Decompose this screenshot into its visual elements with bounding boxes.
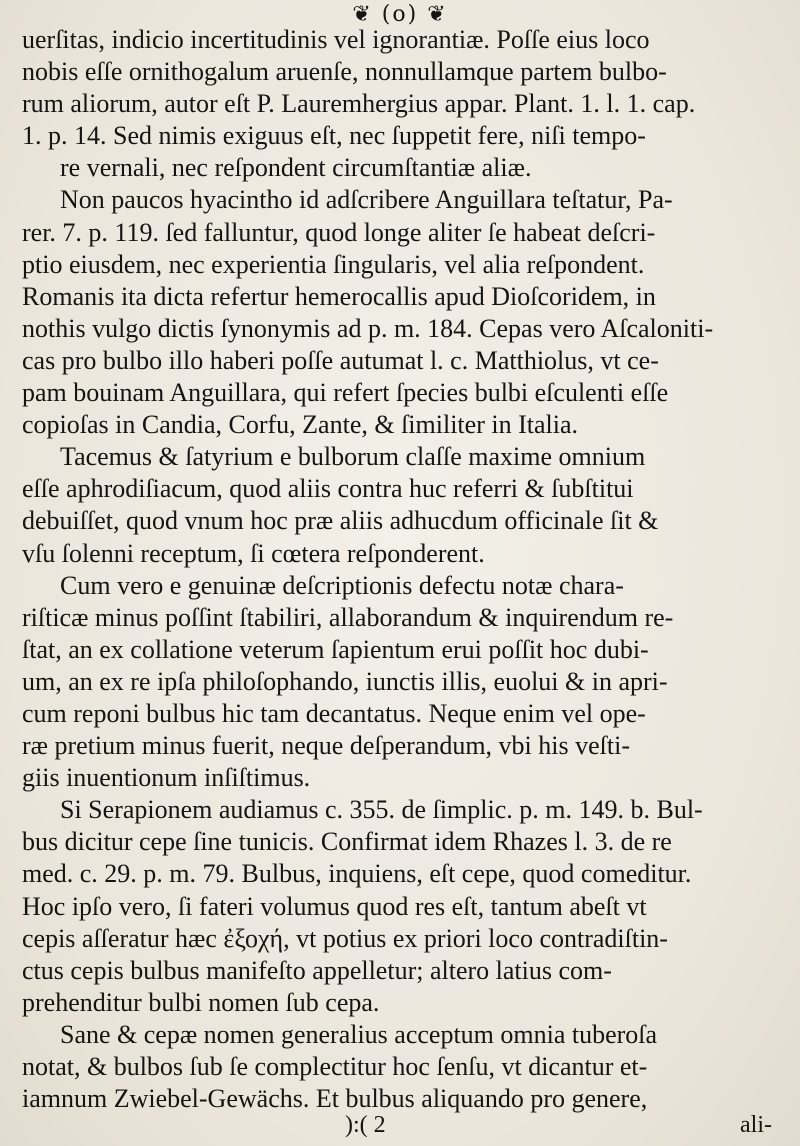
text-line: um, an ex re ipſa philoſophando, iunctis illis, euolui & in apri- — [22, 666, 668, 696]
text-line: notat, & bulbos ſub ſe complectitur hoc ſenſu, vt dicantur et- — [22, 1052, 648, 1081]
text-line: riſticæ minus poſſint ſtabiliri, allaborandum & inquirendum re- — [22, 602, 674, 632]
text-line: Tacemus & ſatyrium e bulborum claſſe maxime omnium — [60, 442, 646, 472]
text-line: Sane & cepæ nomen generalius acceptum omnia tuberoſa — [60, 1019, 658, 1049]
page-header-ornament: ❦ (o) ❦ — [352, 2, 448, 27]
text-line: uerſitas, indicio incertitudinis vel ignorantiæ. Poſſe eius loco — [22, 25, 650, 54]
text-line: Hoc ipſo vero, ſi fateri volumus quod res eſt, tantum abeſt vt — [22, 891, 647, 921]
text-line: ctus cepis bulbus manifeſto appelletur; altero latius com- — [22, 955, 612, 985]
text-line: ræ pretium minus fuerit, neque deſperandum, vbi his veſti- — [22, 731, 630, 761]
text-line: vſu ſolenni receptum, ſi cœtera reſponderent. — [22, 538, 485, 568]
text-line: debuiſſet, quod vnum hoc præ aliis adhucdum officinale ſit & — [22, 506, 659, 536]
text-line: giis inuentionum inſiſtimus. — [22, 763, 311, 793]
text-line: nothis vulgo dictis ſynonymis ad p. m. 184. Cepas vero Aſcaloniti- — [22, 313, 714, 343]
text-line: cas pro bulbo illo haberi poſſe autumat l. c. Matthiolus, vt ce- — [22, 345, 659, 375]
text-line: ſtat, an ex collatione veterum ſapientum erui poſſit hoc dubi- — [22, 634, 649, 664]
body-text — [22, 24, 792, 1115]
text-line: rum aliorum, autor eſt P. Lauremhergius appar. Plant. 1. l. 1. cap. — [22, 89, 696, 119]
text-line: prehenditur bulbi nomen ſub cepa. — [22, 987, 380, 1017]
text-line: Non paucos hyacintho id adſcribere Anguillara teſtatur, Pa- — [60, 185, 673, 215]
text-line: nobis eſſe ornithogalum aruenſe, nonnullamque partem bulbo- — [22, 57, 667, 87]
text-line: Cum vero e genuinæ deſcriptionis defectu notæ chara- — [60, 570, 624, 600]
text-line: re vernali, nec reſpondent circumſtantiæ aliæ. — [60, 153, 532, 183]
text-line: cum reponi bulbus hic tam decantatus. Neque enim vel ope- — [22, 698, 646, 728]
text-line: cepis aſſeratur hæc ἐξοχή, vt potius ex priori loco contradiſtin- — [22, 923, 668, 953]
text-line: pam bouinam Anguillara, qui refert ſpecies bulbi eſculenti eſſe — [22, 378, 669, 408]
text-line: eſſe aphrodiſiacum, quod aliis contra huc referri & ſubſtitui — [22, 474, 634, 504]
text-line: ptio eiusdem, nec experientia ſingularis, vel alia reſpondent. — [22, 249, 645, 279]
text-line: copioſas in Candia, Corfu, Zante, & ſimiliter in Italia. — [22, 410, 578, 440]
signature-mark: ):( 2 — [345, 1112, 386, 1138]
text-line: iamnum Zwiebel-Gewächs. Et bulbus aliquando pro genere, — [22, 1084, 648, 1114]
text-line: Romanis ita dicta refertur hemerocallis apud Dioſcoridem, in — [22, 281, 656, 311]
text-line: med. c. 29. p. m. 79. Bulbus, inquiens, eſt cepe, quod comeditur. — [22, 859, 692, 889]
text-line: Si Serapionem audiamus c. 355. de ſimplic. p. m. 149. b. Bul- — [60, 795, 703, 825]
text-line: rer. 7. p. 119. ſed falluntur, quod longe aliter ſe habeat deſcri- — [22, 217, 656, 247]
text-line: bus dicitur cepe ſine tunicis. Confirmat idem Rhazes l. 3. de re — [22, 827, 672, 857]
catchword: ali- — [740, 1112, 772, 1138]
text-line: 1. p. 14. Sed nimis exiguus eſt, nec ſuppetit fere, niſi tempo- — [22, 121, 646, 151]
